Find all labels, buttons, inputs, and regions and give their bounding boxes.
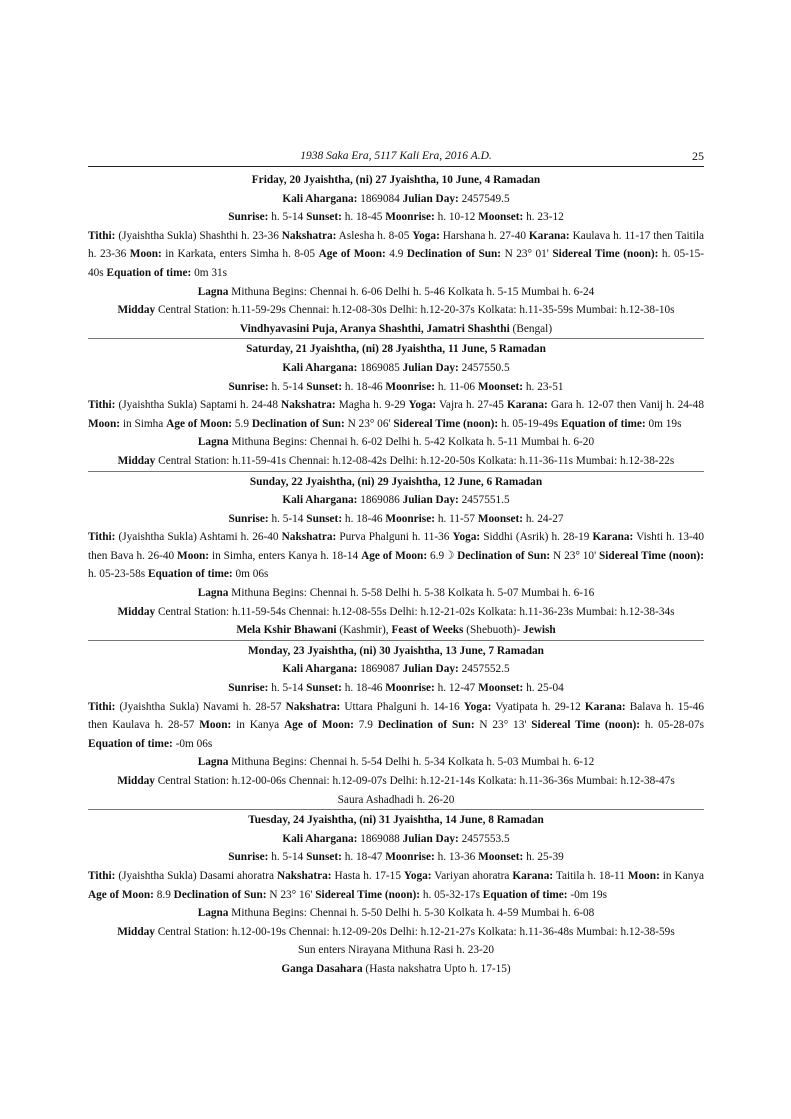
lagna-label: Lagna: [197, 285, 229, 298]
nakshatra-value: Aslesha h. 8-05: [338, 229, 410, 242]
rise-set-line: [88, 679, 704, 698]
sunrise-label: Sunrise:: [228, 682, 269, 695]
declination-of-sun-label: Declination of Sun:: [173, 888, 267, 901]
rise-set-line: [88, 208, 704, 227]
nakshatra-value: Hasta h. 17-15: [334, 869, 401, 882]
declination-of-sun-label: Declination of Sun:: [406, 248, 502, 261]
yoga-value: Variyan ahoratra: [434, 869, 510, 882]
kali-ahargana-value: 1869088: [360, 832, 400, 845]
sunrise-value: h. 5-14: [271, 682, 304, 695]
moonrise-label: Moonrise:: [385, 380, 435, 393]
tithi-paragraph: [88, 528, 704, 584]
moonrise-value: h. 11-06: [437, 380, 476, 393]
declination-of-sun-label: Declination of Sun:: [251, 417, 345, 430]
nakshatra-label: Nakshatra:: [281, 229, 337, 242]
karana-label: Karana:: [506, 399, 548, 412]
yoga-label: Yoga:: [408, 399, 437, 412]
sidereal-time-label: Sidereal Time (noon):: [315, 888, 421, 901]
tithi-paragraph: [88, 227, 704, 283]
kali-ahargana-value: 1869085: [360, 361, 400, 374]
sunset-label: Sunset:: [306, 211, 342, 224]
day-heading: Saturday, 21 Jyaishtha, (ni) 28 Jyaishtha, 11 June, 5 Ramadan: [246, 343, 546, 356]
rise-set-line: [88, 378, 704, 397]
moonset-label: Moonset:: [478, 851, 524, 864]
tithi-label: Tithi:: [88, 229, 116, 242]
julian-day-label: Julian Day:: [402, 494, 459, 507]
tithi-value: (Jyaishtha Sukla) Dasami ahoratra: [118, 869, 275, 882]
tithi-label: Tithi:: [88, 700, 116, 713]
festival-line: [88, 320, 704, 339]
karana-label: Karana:: [584, 700, 626, 713]
moonset-value: h. 25-04: [526, 682, 564, 695]
moon-value: in Karkata, enters Simha h. 8-05: [165, 248, 316, 261]
yoga-value: Vyatipata h. 29-12: [495, 700, 581, 713]
day-entries: [88, 171, 704, 979]
festival-text: Ganga Dasahara: [281, 962, 363, 975]
midday-line: [88, 772, 704, 791]
sunset-label: Sunset:: [306, 682, 342, 695]
tithi-value: (Jyaishtha Sukla) Ashtami h. 26-40: [118, 531, 279, 544]
day-entry: [88, 642, 704, 810]
rise-set-line: [88, 510, 704, 529]
nakshatra-value: Uttara Phalguni h. 14-16: [344, 700, 460, 713]
tithi-paragraph: [88, 867, 704, 904]
yoga-value: Siddhi (Asrik) h. 28-19: [483, 531, 590, 544]
kali-ahargana-value: 1869084: [360, 192, 400, 205]
declination-of-sun-value: N 23° 06': [347, 417, 391, 430]
lagna-label: Lagna: [197, 587, 229, 600]
sunset-label: Sunset:: [306, 512, 343, 525]
festival-line: [88, 791, 704, 810]
tithi-value: (Jyaishtha Sukla) Saptami h. 24-48: [118, 399, 278, 412]
moonrise-value: h. 10-12: [437, 211, 476, 224]
midday-value: Central Station: h.11-59-29s Chennai: h.12-08-30s Delhi: h.12-20-37s Kolkata: h.11-35-59s Mumbai: h.12-38-10s: [157, 304, 675, 317]
midday-value: Central Station: h.12-00-06s Chennai: h.12-09-07s Delhi: h.12-21-14s Kolkata: h.11-36-36s Mumbai: h.12-38-47s: [157, 775, 675, 787]
yoga-label: Yoga:: [412, 229, 440, 242]
sunset-value: h. 18-47: [344, 851, 383, 864]
kali-ahargana-label: Kali Ahargana:: [282, 192, 358, 205]
sidereal-time-value: h. 05-32-17s: [422, 888, 480, 901]
rise-set-line: [88, 848, 704, 867]
lagna-value: Mithuna Begins: Chennai h. 5-50 Delhi h. 5-30 Kolkata h. 4-59 Mumbai h. 6-08: [231, 907, 595, 920]
tithi-value: (Jyaishtha Sukla) Shashthi h. 23-36: [118, 229, 279, 242]
midday-line: [88, 603, 704, 622]
karana-value: Kaulava h. 11-17 then Taitila h. 23-36: [88, 229, 705, 261]
midday-label: Midday: [117, 775, 155, 787]
festival-line: [88, 941, 704, 960]
moon-value: in Kanya: [236, 719, 280, 732]
julian-day-label: Julian Day:: [402, 832, 459, 845]
festival-text: (Kashmir),: [336, 624, 392, 637]
moon-label: Moon:: [199, 719, 232, 732]
tithi-paragraph: [88, 396, 704, 433]
midday-value: Central Station: h.11-59-54s Chennai: h.12-08-55s Delhi: h.12-21-02s Kolkata: h.11-36-23s Mumbai: h.12-38-34s: [157, 605, 675, 618]
declination-of-sun-value: N 23° 01': [504, 248, 549, 261]
moonset-value: h. 24-27: [525, 512, 564, 525]
nakshatra-label: Nakshatra:: [285, 700, 341, 713]
sidereal-time-value: h. 05-15-40s: [88, 248, 704, 279]
julian-day-value: 2457553.5: [461, 832, 510, 845]
yoga-label: Yoga:: [452, 531, 481, 544]
festival-text: (Bengal): [509, 322, 553, 335]
ahargana-line: [88, 830, 704, 849]
ahargana-line: [88, 491, 704, 510]
day-heading: Sunday, 22 Jyaishtha, (ni) 29 Jyaishtha, 12 June, 6 Ramadan: [249, 475, 543, 488]
tithi-label: Tithi:: [88, 869, 116, 882]
age-of-moon-label: Age of Moon:: [361, 549, 428, 562]
festival-text: Mela Kshir Bhawani: [236, 624, 337, 637]
sidereal-time-value: h. 05-23-58s: [88, 568, 146, 581]
day-entry: [88, 340, 704, 471]
karana-label: Karana:: [512, 869, 554, 882]
ahargana-line: [88, 190, 704, 209]
festival-line: [88, 621, 704, 640]
moonset-label: Moonset:: [478, 682, 524, 695]
equation-of-time-label: Equation of time:: [147, 568, 233, 581]
festival-text: Saura Ashadhadi h. 26-20: [337, 793, 455, 806]
declination-of-sun-label: Declination of Sun:: [457, 549, 551, 562]
midday-line: [88, 923, 704, 942]
lagna-line: [88, 283, 704, 302]
declination-of-sun-value: N 23° 10': [553, 549, 597, 562]
equation-of-time-value: 0m 06s: [235, 568, 269, 581]
age-of-moon-value: 8.9: [156, 888, 171, 901]
midday-label: Midday: [117, 605, 156, 618]
kali-ahargana-label: Kali Ahargana:: [282, 361, 358, 374]
declination-of-sun-label: Declination of Sun:: [377, 719, 475, 732]
equation-of-time-value: 0m 31s: [194, 266, 228, 279]
midday-line: [88, 301, 704, 320]
sunset-label: Sunset:: [306, 851, 342, 864]
karana-label: Karana:: [592, 531, 634, 544]
festival-text: Jewish: [523, 624, 556, 637]
ahargana-line: [88, 660, 704, 679]
sunrise-value: h. 5-14: [271, 380, 304, 393]
lagna-value: Mithuna Begins: Chennai h. 6-02 Delhi h. 5-42 Kolkata h. 5-11 Mumbai h. 6-20: [231, 436, 595, 449]
festival-text: (Hasta nakshatra Upto h. 17-15): [362, 962, 511, 975]
moon-label: Moon:: [627, 869, 660, 882]
equation-of-time-label: Equation of time:: [560, 417, 646, 430]
equation-of-time-value: -0m 19s: [570, 888, 608, 901]
moon-value: in Simha, enters Kanya h. 18-14: [211, 549, 359, 562]
almanac-page: [88, 148, 704, 979]
kali-ahargana-label: Kali Ahargana:: [282, 663, 358, 676]
festival-text: (Shebuoth)-: [463, 624, 524, 637]
lagna-value: Mithuna Begins: Chennai h. 5-54 Delhi h. 5-34 Kolkata h. 5-03 Mumbai h. 6-12: [231, 756, 595, 769]
karana-value: Taitila h. 18-11: [555, 869, 625, 882]
day-heading: Tuesday, 24 Jyaishtha, (ni) 31 Jyaishtha, 14 June, 8 Ramadan: [248, 814, 544, 827]
declination-of-sun-value: N 23° 16': [269, 888, 313, 901]
day-entry: [88, 171, 704, 339]
sunrise-label: Sunrise:: [228, 380, 269, 393]
julian-day-label: Julian Day:: [402, 663, 459, 676]
moon-label: Moon:: [129, 248, 162, 261]
age-of-moon-value: 7.9: [358, 719, 373, 732]
moonset-label: Moonset:: [478, 211, 524, 224]
sunrise-value: h. 5-14: [271, 211, 304, 224]
julian-day-label: Julian Day:: [402, 192, 459, 205]
nakshatra-value: Magha h. 9-29: [338, 399, 406, 412]
age-of-moon-label: Age of Moon:: [166, 417, 233, 430]
moon-label: Moon:: [88, 417, 121, 430]
sidereal-time-label: Sidereal Time (noon):: [531, 719, 641, 732]
sidereal-time-label: Sidereal Time (noon):: [599, 549, 704, 562]
page-number: 25: [692, 149, 704, 163]
lagna-value: Mithuna Begins: Chennai h. 5-58 Delhi h. 5-38 Kolkata h. 5-07 Mumbai h. 6-16: [231, 587, 595, 600]
tithi-paragraph: [88, 698, 704, 754]
festival-text: Sun enters Nirayana Mithuna Rasi h. 23-20: [297, 944, 495, 957]
kali-ahargana-value: 1869086: [360, 494, 400, 507]
moonset-label: Moonset:: [477, 380, 524, 393]
tithi-label: Tithi:: [88, 531, 116, 544]
sidereal-time-label: Sidereal Time (noon):: [552, 248, 659, 261]
nakshatra-label: Nakshatra:: [281, 399, 336, 412]
lagna-label: Lagna: [197, 436, 229, 449]
yoga-label: Yoga:: [463, 700, 492, 713]
midday-value: Central Station: h.12-00-19s Chennai: h.12-09-20s Delhi: h.12-21-27s Kolkata: h.11-36-48s Mumbai: h.12-38-59s: [157, 925, 675, 938]
lagna-line: [88, 753, 704, 772]
moonrise-label: Moonrise:: [385, 211, 435, 224]
midday-label: Midday: [117, 925, 155, 938]
moonrise-label: Moonrise:: [385, 851, 435, 864]
yoga-value: Vajra h. 27-45: [439, 399, 504, 412]
kali-ahargana-value: 1869087: [360, 663, 400, 676]
moon-label: Moon:: [177, 549, 210, 562]
midday-label: Midday: [117, 454, 156, 467]
age-of-moon-label: Age of Moon:: [318, 248, 386, 261]
running-title: 1938 Saka Era, 5117 Kali Era, 2016 A.D.: [300, 150, 492, 162]
kali-ahargana-label: Kali Ahargana:: [282, 494, 358, 507]
moonset-value: h. 25-39: [526, 851, 564, 864]
sunset-label: Sunset:: [306, 380, 343, 393]
age-of-moon-value: 4.9: [389, 248, 404, 261]
julian-day-label: Julian Day:: [402, 361, 459, 374]
lagna-label: Lagna: [197, 907, 229, 920]
sunset-value: h. 18-46: [344, 682, 383, 695]
festival-line: [88, 960, 704, 979]
sidereal-time-label: Sidereal Time (noon):: [393, 417, 499, 430]
festival-text: Vindhyavasini Puja, Aranya Shashthi, Jamatri Shashthi: [239, 322, 510, 335]
day-heading: Monday, 23 Jyaishtha, (ni) 30 Jyaishtha, 13 June, 7 Ramadan: [248, 644, 544, 657]
nakshatra-label: Nakshatra:: [276, 869, 332, 882]
age-of-moon-label: Age of Moon:: [88, 888, 154, 901]
tithi-value: (Jyaishtha Sukla) Navami h. 28-57: [119, 700, 282, 713]
equation-of-time-label: Equation of time:: [106, 266, 192, 279]
declination-of-sun-value: N 23° 13': [479, 719, 527, 732]
moonrise-value: h. 12-47: [437, 682, 476, 695]
julian-day-value: 2457550.5: [461, 361, 510, 374]
sidereal-time-value: h. 05-28-07s: [644, 719, 704, 732]
equation-of-time-label: Equation of time:: [482, 888, 568, 901]
sunrise-value: h. 5-14: [271, 512, 304, 525]
karana-value: Gara h. 12-07 then Vanij h. 24-48: [550, 399, 704, 412]
sunrise-value: h. 5-14: [271, 851, 304, 864]
ahargana-line: [88, 359, 704, 378]
nakshatra-label: Nakshatra:: [281, 531, 337, 544]
lagna-line: [88, 904, 704, 923]
day-entry: [88, 811, 704, 978]
karana-value: Vishti h. 13-40 then Bava h. 26-40: [88, 531, 705, 562]
kali-ahargana-label: Kali Ahargana:: [282, 832, 358, 845]
julian-day-value: 2457551.5: [461, 494, 510, 507]
lagna-line: [88, 433, 704, 452]
moonset-value: h. 23-12: [526, 211, 564, 224]
day-entry: [88, 473, 704, 641]
tithi-label: Tithi:: [88, 399, 116, 412]
moonrise-value: h. 13-36: [437, 851, 476, 864]
karana-label: Karana:: [528, 229, 570, 242]
lagna-line: [88, 584, 704, 603]
moon-value: in Simha: [122, 417, 164, 430]
midday-line: [88, 452, 704, 471]
equation-of-time-value: 0m 19s: [648, 417, 682, 430]
equation-of-time-value: -0m 06s: [175, 737, 213, 750]
lagna-label: Lagna: [197, 756, 229, 769]
festival-text: Feast of Weeks: [391, 624, 464, 637]
running-header: [88, 148, 704, 167]
lagna-value: Mithuna Begins: Chennai h. 6-06 Delhi h. 5-46 Kolkata h. 5-15 Mumbai h. 6-24: [231, 285, 595, 298]
sunrise-label: Sunrise:: [228, 851, 269, 864]
midday-value: Central Station: h.11-59-41s Chennai: h.12-08-42s Delhi: h.12-20-50s Kolkata: h.11-36-11s Mumbai: h.12-38-22s: [158, 454, 675, 467]
julian-day-value: 2457549.5: [461, 192, 510, 205]
moonrise-value: h. 11-57: [437, 512, 476, 525]
sidereal-time-value: h. 05-19-49s: [501, 417, 559, 430]
moon-value: in Kanya: [662, 869, 705, 882]
equation-of-time-label: Equation of time:: [88, 737, 173, 750]
yoga-label: Yoga:: [403, 869, 432, 882]
sunrise-label: Sunrise:: [228, 211, 269, 224]
sunrise-label: Sunrise:: [228, 512, 269, 525]
moonrise-label: Moonrise:: [385, 512, 435, 525]
moonrise-label: Moonrise:: [385, 682, 435, 695]
midday-label: Midday: [117, 304, 156, 317]
sunset-value: h. 18-46: [344, 512, 383, 525]
moonset-label: Moonset:: [477, 512, 524, 525]
karana-value: Balava h. 15-46 then Kaulava h. 28-57: [88, 700, 705, 732]
sunset-value: h. 18-46: [344, 380, 383, 393]
age-of-moon-value: 6.9☽: [429, 549, 455, 562]
yoga-value: Harshana h. 27-40: [442, 229, 526, 242]
sunset-value: h. 18-45: [344, 211, 383, 224]
age-of-moon-label: Age of Moon:: [284, 719, 354, 732]
day-heading: Friday, 20 Jyaishtha, (ni) 27 Jyaishtha, 10 June, 4 Ramadan: [251, 174, 541, 186]
nakshatra-value: Purva Phalguni h. 11-36: [339, 531, 450, 544]
moonset-value: h. 23-51: [525, 380, 564, 393]
age-of-moon-value: 5.9: [234, 417, 249, 430]
julian-day-value: 2457552.5: [461, 663, 510, 676]
